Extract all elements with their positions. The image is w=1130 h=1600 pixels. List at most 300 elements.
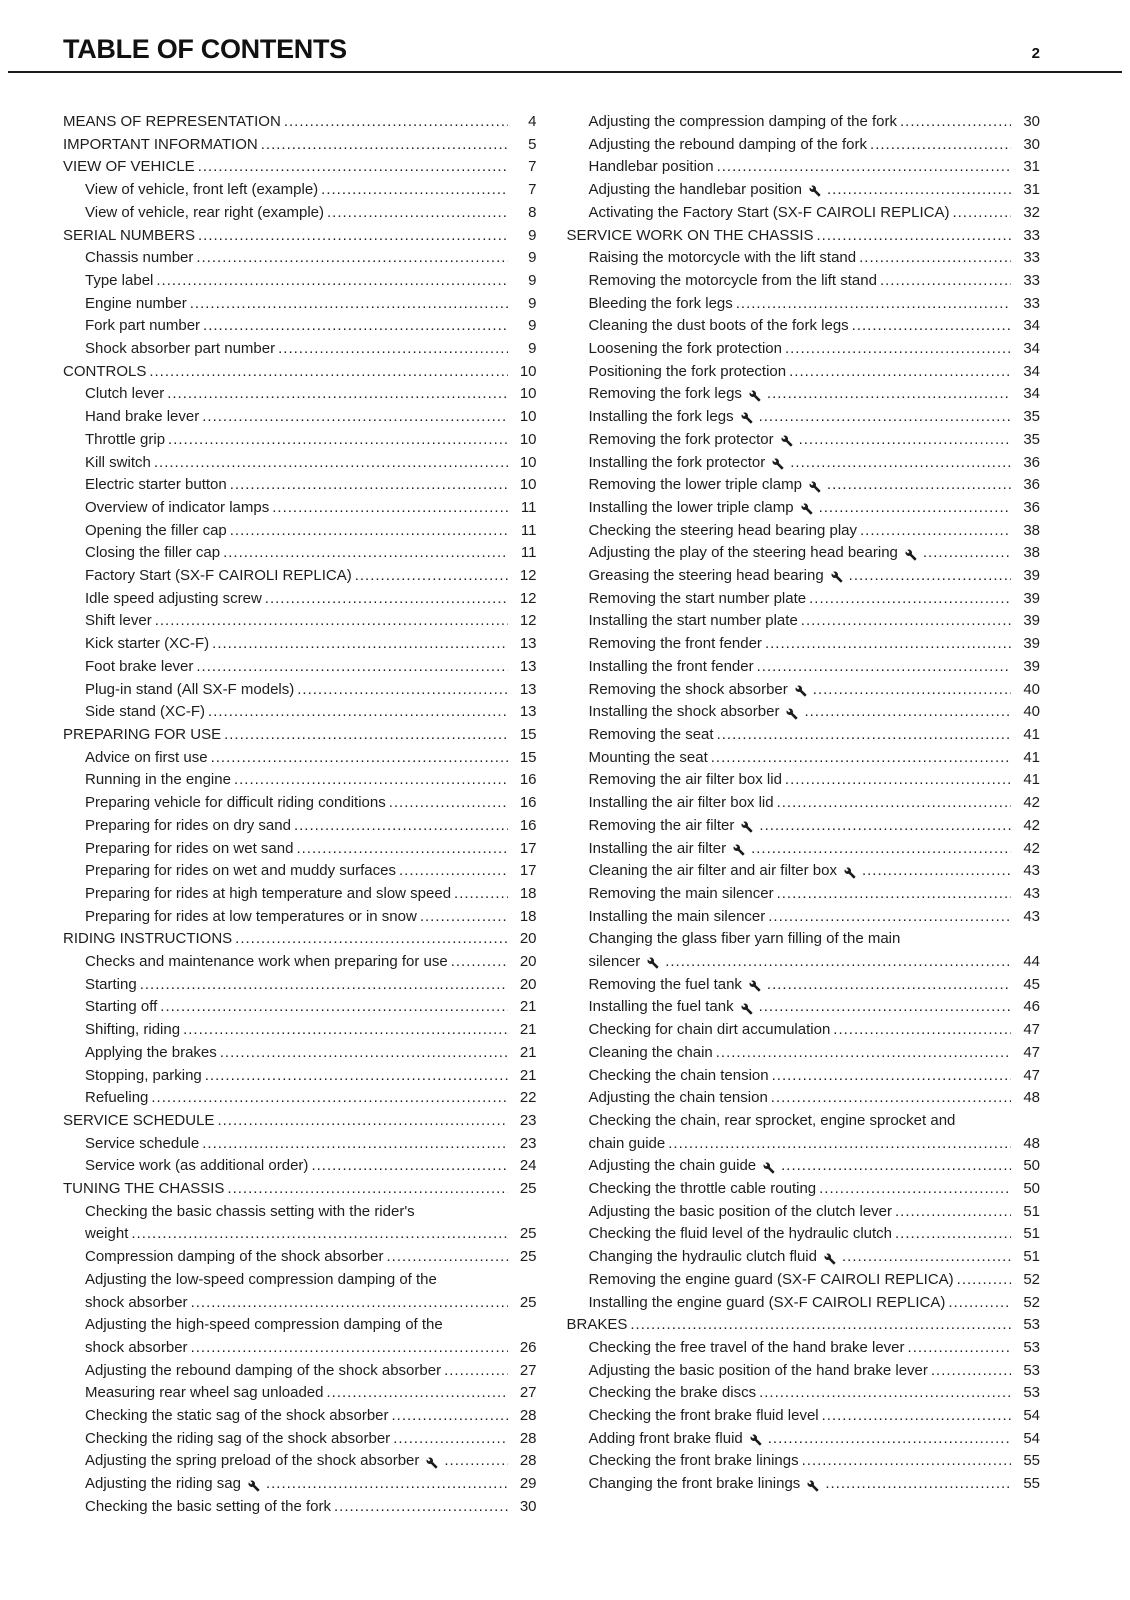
toc-entry-label: Preparing vehicle for difficult riding conditions: [85, 794, 386, 812]
dot-leader: [827, 474, 1011, 497]
toc-entry-label: Checking the front brake linings: [588, 1452, 799, 1470]
wrench-icon: [794, 685, 808, 697]
dot-leader: [265, 588, 508, 611]
toc-entry: [63, 701, 537, 724]
dot-leader: [235, 928, 507, 951]
toc-entry-page: 47: [1023, 1021, 1040, 1039]
toc-entry: [63, 928, 537, 951]
toc-entry: [63, 1360, 537, 1383]
toc-entry-page: 36: [1023, 476, 1040, 494]
toc-entry-page: 10: [519, 453, 537, 471]
toc-entry-page: 28: [519, 1452, 537, 1470]
toc-entry-page: 52: [1023, 1270, 1040, 1288]
toc-entry: [567, 1269, 1041, 1292]
toc-entry-page: 54: [1023, 1407, 1040, 1425]
dot-leader: [802, 1450, 1011, 1473]
dot-leader: [297, 679, 507, 702]
dot-leader: [168, 429, 507, 452]
dot-leader: [154, 452, 508, 475]
toc-right-column: [567, 111, 1041, 1519]
toc-entry: [567, 1178, 1041, 1201]
dot-leader: [819, 497, 1011, 520]
toc-entry-label: Kick starter (XC-F): [85, 635, 210, 653]
toc-entry-page: 39: [1023, 567, 1040, 585]
dot-leader: [140, 974, 508, 997]
dot-leader: [717, 156, 1011, 179]
toc-entry-page: 43: [1023, 907, 1040, 925]
toc-entry: [567, 588, 1041, 611]
toc-entry: [63, 1450, 537, 1473]
toc-entry: [63, 225, 537, 248]
toc-entry-page: 12: [519, 612, 537, 630]
toc-entry-page: 7: [528, 158, 537, 176]
toc-entry-label: Mounting the seat: [588, 748, 708, 766]
toc-entry-page: 35: [1023, 430, 1040, 448]
toc-entry-page: 28: [519, 1429, 537, 1447]
toc-entry-label: Handlebar position: [588, 158, 714, 176]
dot-leader: [842, 1246, 1011, 1269]
toc-entry: [567, 1201, 1041, 1224]
toc-entry: [63, 1087, 537, 1110]
toc-entry-page: 47: [1023, 1043, 1040, 1061]
toc-entry-page: 25: [519, 1225, 537, 1243]
dot-leader: [952, 202, 1011, 225]
toc-entry-label: Installing the air filter: [588, 839, 727, 857]
toc-entry-page: 27: [519, 1361, 537, 1379]
toc-entry: [63, 996, 537, 1019]
toc-entry-label: Foot brake lever: [85, 657, 194, 675]
toc-entry-page: 7: [528, 181, 537, 199]
toc-entry-label: Refueling: [85, 1089, 149, 1107]
toc-entry: [567, 679, 1041, 702]
toc-entry-page: 30: [1023, 113, 1040, 130]
dot-leader: [220, 1042, 508, 1065]
toc-entry: [567, 315, 1041, 338]
toc-entry-page: 51: [1023, 1225, 1040, 1243]
toc-entry: [567, 815, 1041, 838]
toc-entry: [63, 906, 537, 929]
toc-entry: [63, 361, 537, 384]
dot-leader: [895, 1223, 1011, 1246]
toc-entry-page: 11: [520, 498, 537, 516]
dot-leader: [711, 747, 1011, 770]
toc-entry-label: Shock absorber part number: [85, 340, 276, 358]
dot-leader: [211, 747, 508, 770]
dot-leader: [870, 134, 1011, 157]
dot-leader: [196, 656, 507, 679]
toc-entry-page: 15: [519, 725, 537, 743]
toc-entry-label: Preparing for rides on wet and muddy surfaces: [85, 862, 396, 880]
toc-entry: [63, 1314, 537, 1359]
toc-entry-page: 22: [519, 1089, 537, 1107]
toc-entry-page: 20: [519, 975, 537, 993]
wrench-icon: [749, 1434, 763, 1446]
toc-entry-page: 25: [519, 1248, 537, 1266]
toc-entry-page: 9: [528, 294, 537, 312]
toc-entry-label: Removing the fork protector: [588, 430, 774, 448]
toc-entry-label: Preparing for rides on dry sand: [85, 816, 291, 834]
dot-leader: [131, 1223, 507, 1246]
toc-entry-page: 29: [519, 1475, 537, 1493]
dot-leader: [208, 701, 507, 724]
wrench-icon: [762, 1162, 776, 1174]
toc-entry-label: Shifting, riding: [85, 1021, 181, 1039]
toc-entry-page: 4: [528, 113, 537, 130]
toc-entry-label: Changing the front brake linings: [588, 1475, 801, 1493]
wrench-icon: [843, 867, 857, 879]
toc-entry-label: Checking the chain, rear sprocket, engine sprocket and: [588, 1111, 956, 1129]
dot-leader: [326, 1382, 507, 1405]
toc-entry-page: 41: [1023, 771, 1040, 789]
toc-entry-label: Plug-in stand (All SX-F models): [85, 680, 295, 698]
toc-entry-label: Adjusting the high-speed compression damping of the: [85, 1316, 443, 1334]
toc-entry: [567, 769, 1041, 792]
toc-entry-page: 53: [1023, 1384, 1040, 1402]
toc-entry-label: Installing the fork protector: [588, 453, 766, 471]
dot-leader: [444, 1450, 507, 1473]
toc-entry-page: 9: [528, 317, 537, 335]
dot-leader: [205, 1065, 508, 1088]
toc-entry-label: Greasing the steering head bearing: [588, 567, 824, 585]
wrench-icon: [785, 708, 799, 720]
toc-entry: [63, 1246, 537, 1269]
wrench-icon: [740, 412, 754, 424]
toc-entry-label: Adjusting the basic position of the hand brake lever: [588, 1361, 928, 1379]
dot-leader: [852, 315, 1011, 338]
dot-leader: [190, 293, 508, 316]
toc-entry-page: 36: [1023, 498, 1040, 516]
toc-entry: [567, 1246, 1041, 1269]
toc-entry-page: 34: [1023, 362, 1040, 380]
toc-entry: [63, 202, 537, 225]
toc-entry: [567, 134, 1041, 157]
dot-leader: [444, 1360, 507, 1383]
toc-entry-page: 28: [519, 1407, 537, 1425]
toc-entry-label: weight: [85, 1225, 129, 1243]
toc-entry: [63, 1155, 537, 1178]
toc-entry-label: Adding front brake fluid: [588, 1429, 743, 1447]
toc-entry-page: 16: [519, 794, 537, 812]
toc-entry-page: 48: [1023, 1089, 1040, 1107]
toc-entry-page: 42: [1023, 794, 1040, 812]
toc-entry-label: Installing the fuel tank: [588, 998, 734, 1016]
toc-entry-page: 48: [1023, 1134, 1040, 1152]
toc-entry-page: 15: [519, 748, 537, 766]
toc-entry: [567, 860, 1041, 883]
toc-entry-label: Checking for chain dirt accumulation: [588, 1021, 831, 1039]
toc-entry-label: Installing the air filter box lid: [588, 794, 774, 812]
wrench-icon: [646, 957, 660, 969]
toc-entry-label: Removing the seat: [588, 725, 714, 743]
toc-entry-label: RIDING INSTRUCTIONS: [63, 930, 233, 948]
dot-leader: [759, 406, 1011, 429]
dot-leader: [393, 1428, 507, 1451]
dot-leader: [334, 1496, 508, 1519]
toc-columns: [0, 73, 1130, 1519]
toc-entry-page: 10: [519, 430, 537, 448]
dot-leader: [454, 883, 507, 906]
toc-entry-page: 23: [519, 1111, 537, 1129]
toc-entry-page: 18: [519, 907, 537, 925]
wrench-icon: [780, 435, 794, 447]
toc-entry: [567, 111, 1041, 134]
toc-entry: [63, 247, 537, 270]
toc-entry: [567, 996, 1041, 1019]
toc-entry-page: 39: [1023, 635, 1040, 653]
toc-entry-label: Measuring rear wheel sag unloaded: [85, 1384, 324, 1402]
toc-entry-page: 20: [519, 953, 537, 971]
toc-entry-label: Checking the front brake fluid level: [588, 1407, 819, 1425]
toc-entry-label: Removing the air filter box lid: [588, 771, 782, 789]
toc-entry-page: 11: [520, 521, 537, 539]
dot-leader: [224, 724, 507, 747]
dot-leader: [191, 1292, 508, 1315]
toc-entry: [567, 1473, 1041, 1496]
toc-entry: [567, 270, 1041, 293]
dot-leader: [230, 520, 508, 543]
page-title: TABLE OF CONTENTS: [63, 34, 347, 64]
toc-entry-label: Bleeding the fork legs: [588, 294, 733, 312]
wrench-icon: [808, 481, 822, 493]
toc-entry: [567, 156, 1041, 179]
toc-entry: [567, 1155, 1041, 1178]
toc-entry-page: 10: [519, 362, 537, 380]
toc-entry-page: 34: [1023, 340, 1040, 358]
toc-entry: [63, 338, 537, 361]
toc-entry-label: View of vehicle, front left (example): [85, 181, 319, 199]
toc-entry-label: Checking the basic chassis setting with the rider's: [85, 1202, 415, 1220]
dot-leader: [900, 111, 1011, 134]
toc-entry: [567, 928, 1041, 973]
wrench-icon: [748, 980, 762, 992]
toc-entry-page: 21: [519, 1043, 537, 1061]
toc-entry-label: shock absorber: [85, 1293, 188, 1311]
toc-entry-label: Installing the front fender: [588, 657, 754, 675]
toc-entry-label: chain guide: [588, 1134, 666, 1152]
toc-entry: [63, 1019, 537, 1042]
toc-entry: [567, 747, 1041, 770]
toc-entry: [567, 520, 1041, 543]
dot-leader: [420, 906, 508, 929]
toc-entry-page: 44: [1023, 953, 1040, 971]
toc-entry-page: 12: [519, 589, 537, 607]
dot-leader: [948, 1292, 1011, 1315]
toc-entry-page: 51: [1023, 1248, 1040, 1266]
dot-leader: [630, 1314, 1011, 1337]
dot-leader: [198, 156, 508, 179]
toc-entry: [567, 792, 1041, 815]
toc-entry-page: 30: [519, 1497, 537, 1515]
toc-entry-page: 41: [1023, 748, 1040, 766]
toc-entry: [63, 769, 537, 792]
toc-entry-label: Fork part number: [85, 317, 201, 335]
wrench-icon: [806, 1480, 820, 1492]
dot-leader: [859, 247, 1011, 270]
dot-leader: [819, 1178, 1011, 1201]
wrench-icon: [904, 549, 918, 561]
toc-entry: [567, 1337, 1041, 1360]
toc-entry-label: Stopping, parking: [85, 1066, 202, 1084]
dot-leader: [156, 270, 507, 293]
toc-entry-page: 25: [519, 1180, 537, 1198]
toc-entry-page: 38: [1023, 544, 1040, 562]
toc-entry: [567, 633, 1041, 656]
toc-entry-label: Installing the lower triple clamp: [588, 498, 794, 516]
toc-entry-label: Factory Start (SX-F CAIROLI REPLICA): [85, 567, 352, 585]
wrench-icon: [247, 1480, 261, 1492]
dot-leader: [785, 769, 1011, 792]
dot-leader: [327, 202, 508, 225]
dot-leader: [284, 111, 508, 134]
toc-entry: [567, 838, 1041, 861]
toc-entry: [63, 951, 537, 974]
toc-entry: [567, 1019, 1041, 1042]
toc-entry-label: Overview of indicator lamps: [85, 498, 270, 516]
toc-entry: [567, 1087, 1041, 1110]
toc-entry: [567, 1450, 1041, 1473]
dot-leader: [825, 1473, 1011, 1496]
toc-entry: [567, 656, 1041, 679]
dot-leader: [765, 633, 1011, 656]
toc-entry: [63, 860, 537, 883]
dot-leader: [790, 452, 1011, 475]
toc-entry-page: 34: [1023, 317, 1040, 335]
toc-entry: [63, 429, 537, 452]
toc-entry-label: Service schedule: [85, 1134, 200, 1152]
toc-entry: [63, 588, 537, 611]
toc-entry: [63, 293, 537, 316]
toc-entry-label: Checking the fluid level of the hydraulic clutch: [588, 1225, 893, 1243]
dot-leader: [880, 270, 1011, 293]
toc-entry-page: 42: [1023, 816, 1040, 834]
dot-leader: [387, 1246, 508, 1269]
toc-entry-page: 30: [1023, 135, 1040, 153]
dot-leader: [234, 769, 508, 792]
toc-entry-page: 50: [1023, 1180, 1040, 1198]
toc-entry-label: Kill switch: [85, 453, 151, 471]
toc-entry-label: Electric starter button: [85, 476, 227, 494]
toc-entry: [567, 1314, 1041, 1337]
toc-entry-label: silencer: [588, 953, 641, 971]
wrench-icon: [740, 821, 754, 833]
toc-entry-page: 42: [1023, 839, 1040, 857]
toc-entry: [567, 974, 1041, 997]
toc-entry-label: Compression damping of the shock absorber: [85, 1248, 384, 1266]
toc-entry: [567, 361, 1041, 384]
dot-leader: [149, 361, 507, 384]
toc-entry-label: Preparing for rides at high temperature and slow speed: [85, 884, 452, 902]
toc-entry-label: Removing the lower triple clamp: [588, 476, 802, 494]
toc-entry-page: 34: [1023, 385, 1040, 403]
toc-entry: [567, 1110, 1041, 1155]
toc-entry-page: 11: [520, 544, 537, 562]
dot-leader: [392, 1405, 508, 1428]
toc-entry-label: Checking the throttle cable routing: [588, 1180, 817, 1198]
dot-leader: [191, 1337, 508, 1360]
toc-entry-label: Removing the air filter: [588, 816, 735, 834]
wrench-icon: [808, 185, 822, 197]
toc-entry-page: 38: [1023, 521, 1040, 539]
toc-entry-page: 33: [1023, 271, 1040, 289]
toc-entry-label: Opening the filler cap: [85, 521, 227, 539]
dot-leader: [817, 225, 1012, 248]
dot-leader: [230, 474, 508, 497]
dot-leader: [389, 792, 508, 815]
toc-entry: [567, 701, 1041, 724]
wrench-icon: [771, 458, 785, 470]
toc-entry: [63, 1065, 537, 1088]
dot-leader: [923, 542, 1011, 565]
toc-entry-page: 46: [1023, 998, 1040, 1016]
toc-entry: [567, 610, 1041, 633]
toc-entry-label: Closing the filler cap: [85, 544, 221, 562]
toc-entry-page: 52: [1023, 1293, 1040, 1311]
dot-leader: [801, 610, 1011, 633]
dot-leader: [895, 1201, 1011, 1224]
toc-entry: [63, 633, 537, 656]
dot-leader: [223, 542, 507, 565]
toc-entry: [63, 1496, 537, 1519]
toc-entry-page: 18: [519, 884, 537, 902]
toc-entry-page: 10: [519, 385, 537, 403]
toc-entry-label: Cleaning the air filter and air filter box: [588, 862, 837, 880]
dot-leader: [296, 838, 507, 861]
toc-entry-label: Installing the fork legs: [588, 408, 734, 426]
toc-entry-page: 53: [1023, 1361, 1040, 1379]
toc-entry-page: 47: [1023, 1066, 1040, 1084]
dot-leader: [931, 1360, 1011, 1383]
toc-entry: [567, 383, 1041, 406]
toc-entry-page: 33: [1023, 226, 1040, 244]
toc-entry-label: Removing the fuel tank: [588, 975, 742, 993]
dot-leader: [217, 1110, 507, 1133]
toc-entry: [63, 315, 537, 338]
toc-entry-page: 13: [519, 657, 537, 675]
toc-entry-page: 20: [519, 930, 537, 948]
toc-entry-label: Checking the steering head bearing play: [588, 521, 858, 539]
toc-entry: [63, 179, 537, 202]
toc-entry-label: Adjusting the spring preload of the shock absorber: [85, 1452, 420, 1470]
toc-entry-page: 10: [519, 408, 537, 426]
dot-leader: [183, 1019, 507, 1042]
toc-entry-page: 17: [519, 839, 537, 857]
toc-entry: [63, 1382, 537, 1405]
toc-entry-label: Adjusting the chain tension: [588, 1089, 768, 1107]
toc-entry: [63, 1133, 537, 1156]
toc-entry-label: Chassis number: [85, 249, 194, 267]
toc-entry-label: TUNING THE CHASSIS: [63, 1180, 225, 1198]
toc-entry: [567, 1223, 1041, 1246]
toc-entry-label: Raising the motorcycle with the lift stand: [588, 249, 857, 267]
dot-leader: [155, 610, 508, 633]
toc-entry-label: Clutch lever: [85, 385, 165, 403]
toc-entry: [63, 656, 537, 679]
toc-entry: [63, 679, 537, 702]
toc-entry-page: 13: [519, 635, 537, 653]
toc-entry: [63, 1042, 537, 1065]
toc-entry: [63, 1201, 537, 1246]
dot-leader: [736, 293, 1011, 316]
toc-entry-label: Advice on first use: [85, 748, 208, 766]
toc-entry-label: View of vehicle, rear right (example): [85, 203, 324, 221]
dot-leader: [768, 906, 1011, 929]
toc-entry-label: Idle speed adjusting screw: [85, 589, 262, 607]
toc-entry-label: BRAKES: [566, 1316, 628, 1334]
dot-leader: [785, 338, 1011, 361]
toc-entry: [567, 497, 1041, 520]
toc-entry-page: 51: [1023, 1202, 1040, 1220]
toc-entry: [63, 270, 537, 293]
